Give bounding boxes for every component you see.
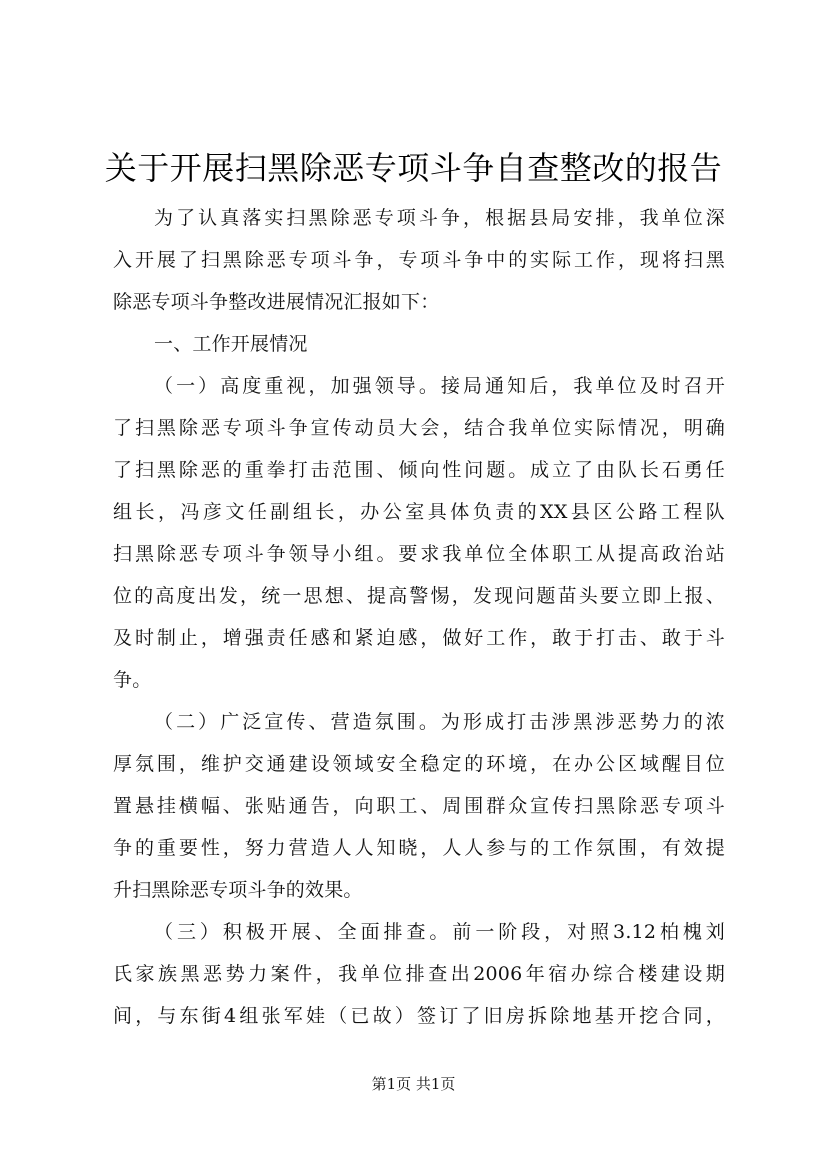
paragraph-line: 一、工作开展情况 xyxy=(154,333,308,355)
paragraph-line: 置悬挂横幅、张贴通告，向职工、周围群众宣传扫黑除恶专项斗 xyxy=(113,795,725,817)
paragraph-line: 位的高度出发，统一思想、提高警惕，发现问题苗头要立即上报、 xyxy=(113,585,725,607)
paragraph-line: 氏家族黑恶势力案件，我单位排查出2006年宿办综合楼建设期 xyxy=(113,963,725,985)
paragraph-line: 及时制止，增强责任感和紧迫感，做好工作，敢于打击、敢于斗 xyxy=(113,627,725,649)
paragraph-line: 争。 xyxy=(113,669,152,691)
paragraph-line: 了扫黑除恶的重拳打击范围、倾向性问题。成立了由队长石勇任 xyxy=(113,459,725,481)
paragraph-line: （二）广泛宣传、营造氛围。为形成打击涉黑涉恶势力的浓 xyxy=(154,711,725,733)
paragraph-line: 厚氛围，维护交通建设领域安全稳定的环境，在办公区域醒目位 xyxy=(113,753,725,775)
paragraph-line: 争的重要性，努力营造人人知晓，人人参与的工作氛围，有效提 xyxy=(113,837,725,859)
paragraph-line: 升扫黑除恶专项斗争的效果。 xyxy=(113,879,363,901)
document-body xyxy=(113,197,725,1037)
page-footer: 第1页 共1页 xyxy=(371,1075,456,1093)
paragraph-line: 为了认真落实扫黑除恶专项斗争，根据县局安排，我单位深 xyxy=(154,207,725,229)
paragraph-line: 除恶专项斗争整改进展情况汇报如下： xyxy=(113,291,440,313)
paragraph-line: 扫黑除恶专项斗争领导小组。要求我单位全体职工从提高政治站 xyxy=(113,543,725,565)
paragraph-line: 组长，冯彦文任副组长，办公室具体负责的XX县区公路工程队 xyxy=(113,501,725,523)
document-title: 关于开展扫黑除恶专项斗争自查整改的报告 xyxy=(104,149,723,187)
paragraph-line: 了扫黑除恶专项斗争宣传动员大会，结合我单位实际情况，明确 xyxy=(113,417,725,439)
paragraph-line: （一）高度重视，加强领导。接局通知后，我单位及时召开 xyxy=(154,375,725,397)
paragraph-line: （三）积极开展、全面排查。前一阶段，对照3.12柏槐刘 xyxy=(154,921,725,943)
paragraph-line: 入开展了扫黑除恶专项斗争，专项斗争中的实际工作，现将扫黑 xyxy=(113,249,725,271)
paragraph-line: 间，与东街4组张军娃（已故）签订了旧房拆除地基开挖合同， xyxy=(113,1005,725,1027)
